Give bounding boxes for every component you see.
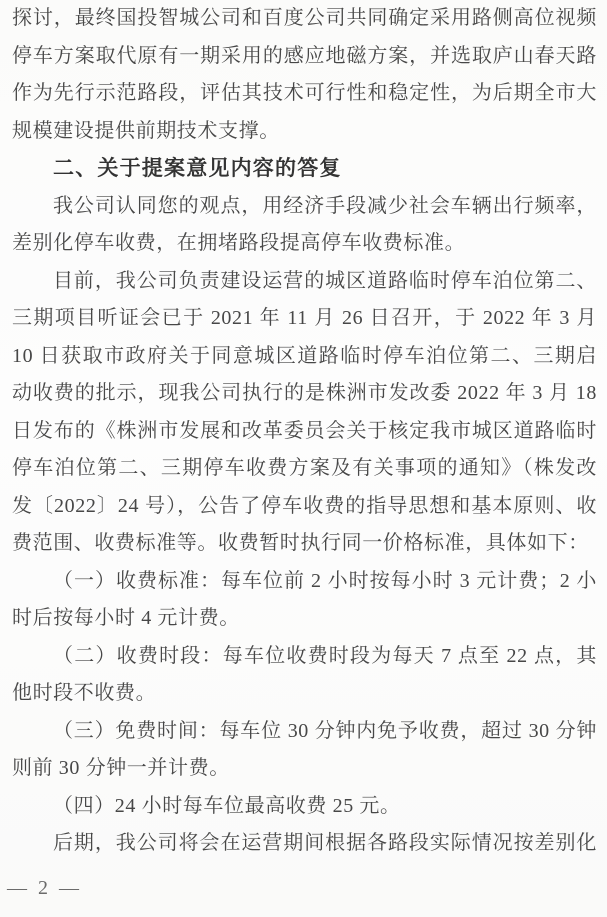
text-line: 停车泊位第二、三期停车收费方案及有关事项的通知》（株发改 xyxy=(12,457,597,479)
text-line: 发〔2022〕24 号），公告了停车收费的指导思想和基本原则、收 xyxy=(12,494,597,517)
text-line: 10 日获取市政府关于同意城区道路临时停车泊位第二、三期启 xyxy=(12,344,597,367)
text-line: 后期，我公司将会在运营期间根据各路段实际情况按差别化 xyxy=(53,832,597,854)
paragraph xyxy=(12,825,597,863)
paragraph xyxy=(12,563,597,638)
document-body xyxy=(12,0,597,863)
text-line: 探讨，最终国投智城公司和百度公司共同确定采用路侧高位视频 xyxy=(12,7,597,29)
paragraph xyxy=(12,263,597,563)
paragraph xyxy=(12,713,597,788)
text-line: （一）收费标准：每车位前 2 小时按每小时 3 元计费；2 小 xyxy=(53,569,597,592)
text-line: 差别化停车收费，在拥堵路段提高停车收费标准。 xyxy=(12,232,466,254)
paragraph xyxy=(12,788,597,826)
text-line: 规模建设提供前期技术支撑。 xyxy=(12,119,280,142)
text-line: 停车方案取代原有一期采用的感应地磁方案，并选取庐山春天路 xyxy=(12,44,597,67)
text-line: 则前 30 分钟一并计费。 xyxy=(12,757,230,779)
text-line: 作为先行示范路段，评估其技术可行性和稳定性，为后期全市大 xyxy=(12,82,597,104)
text-line: 我公司认同您的观点，用经济手段减少社会车辆出行频率， xyxy=(53,194,597,217)
text-line: （三）免费时间：每车位 30 分钟内免予收费，超过 30 分钟 xyxy=(53,719,597,742)
text-line: 他时段不收费。 xyxy=(12,682,157,704)
text-line: 费范围、收费标准等。收费暂时执行同一价格标准，具体如下： xyxy=(12,532,589,554)
text-line: 三期项目听证会已于 2021 年 11 月 26 日召开，于 2022 年 3 月 xyxy=(12,307,597,329)
paragraph xyxy=(12,638,597,713)
text-line: 动收费的批示，现我公司执行的是株洲市发改委 2022 年 3 月 18 xyxy=(12,382,597,404)
paragraph xyxy=(12,188,597,263)
paragraph xyxy=(12,0,597,150)
page-number: — 2 — xyxy=(7,877,82,899)
text-line: （四）24 小时每车位最高收费 25 元。 xyxy=(53,794,401,817)
text-line: 日发布的《株洲市发展和改革委员会关于核定我市城区道路临时 xyxy=(12,419,597,442)
text-line: （二）收费时段：每车位收费时段为每天 7 点至 22 点，其 xyxy=(53,644,597,667)
text-line: 时后按每小时 4 元计费。 xyxy=(12,607,240,629)
text-line: 目前，我公司负责建设运营的城区道路临时停车泊位第二、 xyxy=(53,269,597,292)
heading-line: 二、关于提案意见内容的答复 xyxy=(53,157,342,180)
section-heading xyxy=(12,150,597,188)
